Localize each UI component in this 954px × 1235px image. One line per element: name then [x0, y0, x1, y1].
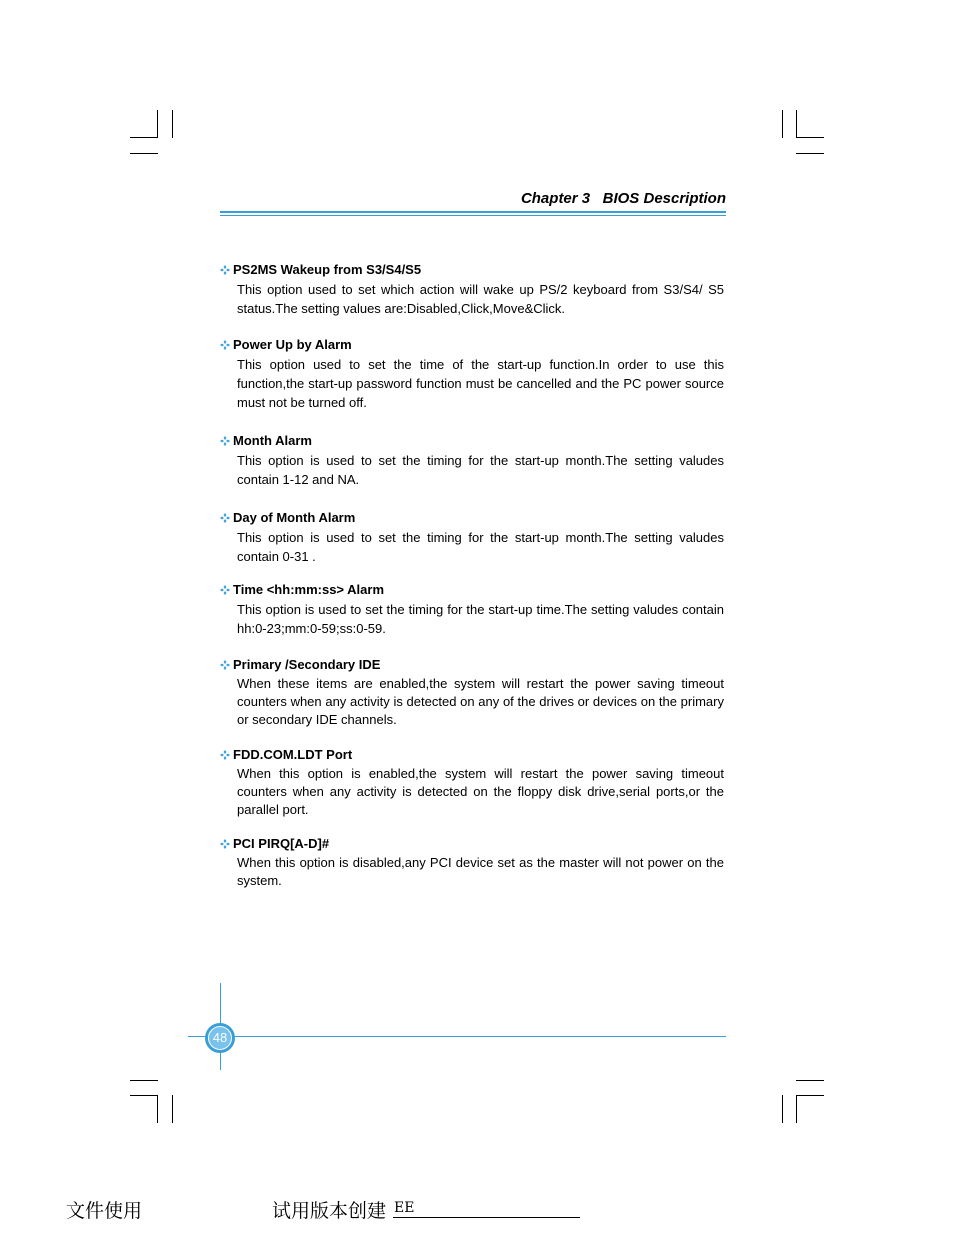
crop-mark — [172, 110, 173, 138]
section-ps2ms-wakeup — [220, 262, 726, 318]
crop-mark — [157, 1095, 158, 1123]
crop-mark — [796, 137, 824, 138]
section-body: When these items are enabled,the system will restart the power saving timeout counters when any activity is detected on any of the drives or devices on the primary or secondary IDE channels. — [237, 676, 724, 727]
crop-mark — [782, 1095, 783, 1123]
section-month-alarm — [220, 433, 726, 489]
section-time-alarm — [220, 582, 726, 638]
section-body: When this option is enabled,the system will restart the power saving timeout counters when any activity is detected on the floppy disk drive,serial ports,or the parallel port. — [237, 766, 724, 817]
four-diamond-bullet-icon — [220, 585, 230, 595]
four-diamond-bullet-icon — [220, 340, 230, 350]
chapter-title: BIOS Description — [602, 190, 726, 207]
section-body: This option is used to set the timing for the start-up month.The setting valudes contain 1-12 and NA. — [237, 453, 724, 487]
watermark-mark: EE — [394, 1200, 415, 1216]
crop-mark — [172, 1095, 173, 1123]
crop-mark — [130, 1080, 158, 1081]
section-heading: FDD.COM.LDT Port — [233, 747, 353, 762]
section-body: This option is used to set the timing for the start-up time.The setting valudes contain hh:0-23;mm:0-59;ss:0-59. — [237, 602, 724, 636]
crop-mark — [796, 110, 797, 138]
four-diamond-bullet-icon — [220, 265, 230, 275]
page-number-badge — [205, 1023, 235, 1053]
crop-mark — [796, 1080, 824, 1081]
four-diamond-bullet-icon — [220, 436, 230, 446]
section-body: This option is used to set the timing for the start-up month.The setting valudes contain 0-31 . — [237, 530, 724, 564]
section-heading: Month Alarm — [233, 433, 312, 448]
section-pci-pirq — [220, 836, 726, 890]
four-diamond-bullet-icon — [220, 513, 230, 523]
crop-mark — [130, 153, 158, 154]
watermark-right: 试用版本创建 — [272, 1200, 387, 1222]
section-heading: PS2MS Wakeup from S3/S4/S5 — [233, 262, 422, 277]
crop-mark — [796, 153, 824, 154]
four-diamond-bullet-icon — [220, 660, 230, 670]
section-body: When this option is disabled,any PCI device set as the master will not power on the system. — [237, 855, 724, 888]
footer-rule — [188, 1036, 726, 1037]
section-body: This option used to set which action will wake up PS/2 keyboard from S3/S4/ S5 status.The setting values are:Disabled,Click,Move&Click. — [237, 282, 724, 316]
chapter-label: Chapter 3 — [520, 190, 591, 207]
four-diamond-bullet-icon — [220, 839, 230, 849]
section-body: This option used to set the time of the start-up function.In order to use this function,the start-up password function must be cancelled and the PC power source must not be turned off. — [237, 357, 724, 410]
watermark-underline — [393, 1217, 580, 1218]
crop-mark — [782, 110, 783, 138]
section-primary-secondary-ide — [220, 657, 726, 729]
crop-mark — [796, 1095, 797, 1123]
crop-mark — [130, 1095, 158, 1096]
section-heading: Day of Month Alarm — [233, 510, 356, 525]
header-rule — [220, 211, 726, 213]
section-heading: PCI PIRQ[A-D]# — [233, 836, 330, 851]
section-heading: Power Up by Alarm — [233, 337, 352, 352]
header-rule-thin — [220, 215, 726, 216]
page-number: 48 — [208, 1026, 232, 1050]
section-heading: Time <hh:mm:ss> Alarm — [233, 582, 384, 597]
crop-mark — [130, 137, 158, 138]
section-day-of-month-alarm — [220, 510, 726, 566]
section-power-up-by-alarm — [220, 337, 726, 412]
crop-mark — [157, 110, 158, 138]
four-diamond-bullet-icon — [220, 750, 230, 760]
chapter-header — [521, 190, 726, 207]
crop-mark — [796, 1095, 824, 1096]
section-fdd-com-ldt-port — [220, 747, 726, 819]
section-heading: Primary /Secondary IDE — [233, 657, 381, 672]
watermark-left: 文件使用 — [66, 1200, 143, 1222]
